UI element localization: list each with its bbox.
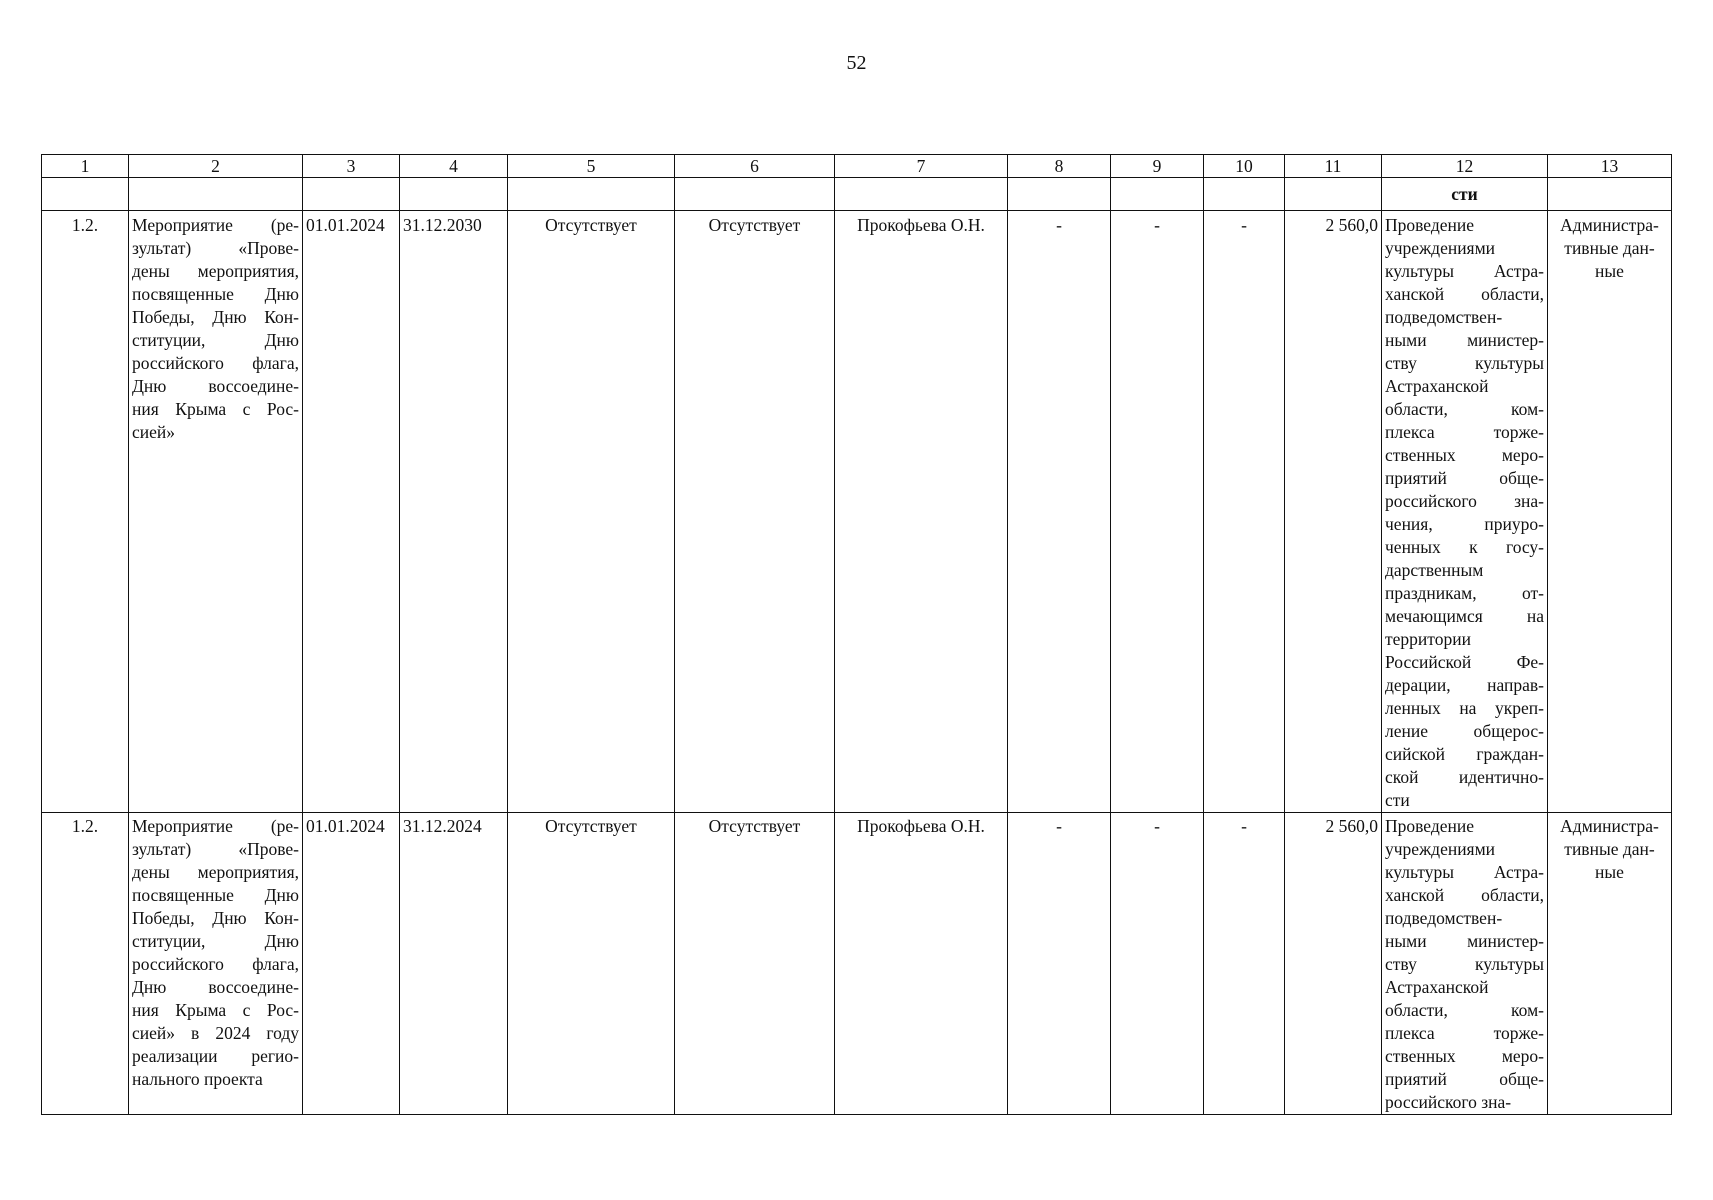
event-name-line: Победы, Дню Кон-	[132, 908, 299, 928]
description-line: ными министер-	[1385, 931, 1544, 951]
data-source-line: Администра-	[1560, 215, 1659, 235]
table-cell	[129, 178, 303, 211]
event-name-line: российского флага,	[132, 353, 299, 373]
description-line: Проведение	[1385, 816, 1475, 836]
description-line: ственных меро-	[1385, 445, 1544, 465]
col9-value: -	[1111, 211, 1204, 813]
description-line: Астраханской	[1385, 977, 1489, 997]
column-header: 13	[1548, 155, 1672, 178]
event-name-line: ния Крыма с Рос-	[132, 1000, 299, 1020]
data-source-line: тивные дан-	[1564, 839, 1655, 859]
responsible-person: Прокофьева О.Н.	[835, 813, 1008, 1115]
event-name-line: Мероприятие (ре-	[132, 215, 299, 235]
event-name-line: дены мероприятия,	[132, 261, 299, 281]
description-line: ными министер-	[1385, 330, 1544, 350]
description-line: ству культуры	[1385, 353, 1544, 373]
col5-value: Отсутствует	[508, 211, 675, 813]
event-name	[129, 813, 303, 1115]
event-name-line: российского флага,	[132, 954, 299, 974]
description-line: подведомствен-	[1385, 908, 1503, 928]
event-name-line: дены мероприятия,	[132, 862, 299, 882]
column-header: 5	[508, 155, 675, 178]
description-line: Проведение	[1385, 215, 1475, 235]
table-cell	[303, 178, 400, 211]
column-header: 6	[675, 155, 835, 178]
event-name-line: ституции, Дню	[132, 330, 299, 350]
table-cell	[675, 178, 835, 211]
event-name-line: ния Крыма с Рос-	[132, 399, 299, 419]
description-line: области, ком-	[1385, 399, 1544, 419]
event-name-line: Мероприятие (ре-	[132, 816, 299, 836]
col8-value: -	[1008, 813, 1111, 1115]
description-line: подведомствен-	[1385, 307, 1503, 327]
column-header: 1	[42, 155, 129, 178]
description-line: культуры Астра-	[1385, 862, 1544, 882]
column-header: 10	[1204, 155, 1285, 178]
description-line: мечающимся на	[1385, 606, 1544, 626]
description-line: ление общерос-	[1385, 721, 1544, 741]
description-line: ственных меро-	[1385, 1046, 1544, 1066]
table-row	[42, 211, 1672, 813]
plan-table	[41, 154, 1672, 1115]
description-line: учреждениями	[1385, 238, 1496, 258]
description-line: сти	[1385, 790, 1410, 810]
description-line: области, ком-	[1385, 1000, 1544, 1020]
event-name-line: зультат) «Прове-	[132, 238, 299, 258]
start-date: 01.01.2024	[303, 211, 400, 813]
table-row	[42, 813, 1672, 1115]
table-cell	[835, 178, 1008, 211]
description-line: ской идентично-	[1385, 767, 1544, 787]
description-line: ченных к госу-	[1385, 537, 1544, 557]
event-name-line: посвященные Дню	[132, 284, 299, 304]
event-name-line: реализации регио-	[132, 1046, 299, 1066]
col9-value: -	[1111, 813, 1204, 1115]
data-source-line: ные	[1595, 862, 1624, 882]
event-name-line: зультат) «Прове-	[132, 839, 299, 859]
description-line: учреждениями	[1385, 839, 1496, 859]
page-number: 52	[846, 52, 867, 74]
col10-value: -	[1204, 211, 1285, 813]
event-name-line: Победы, Дню Кон-	[132, 307, 299, 327]
description-line: российского зна-	[1385, 1092, 1512, 1112]
end-date: 31.12.2030	[400, 211, 508, 813]
column-header: 11	[1285, 155, 1382, 178]
event-name-line: посвященные Дню	[132, 885, 299, 905]
col10-value: -	[1204, 813, 1285, 1115]
header-row	[42, 155, 1672, 178]
table-cell	[400, 178, 508, 211]
data-source-line: Администра-	[1560, 816, 1659, 836]
description-line: дарственным	[1385, 560, 1484, 580]
continuation-row	[42, 178, 1672, 211]
event-name-line: Дню воссоедине-	[132, 376, 299, 396]
description	[1382, 813, 1548, 1115]
column-header: 4	[400, 155, 508, 178]
description-line: плекса торже-	[1385, 1023, 1544, 1043]
description-line: чения, приуро-	[1385, 514, 1544, 534]
row-number: 1.2.	[42, 211, 129, 813]
description-line: Российской Фе-	[1385, 652, 1544, 672]
table-cell	[508, 178, 675, 211]
table-cell	[1111, 178, 1204, 211]
data-source	[1548, 813, 1672, 1115]
data-source-line: тивные дан-	[1564, 238, 1655, 258]
col6-value: Отсутствует	[675, 813, 835, 1115]
table-cell	[1548, 178, 1672, 211]
table-cell	[42, 178, 129, 211]
event-name-line: сией»	[132, 422, 176, 442]
event-name-line: ституции, Дню	[132, 931, 299, 951]
event-name	[129, 211, 303, 813]
description-line: территории	[1385, 629, 1471, 649]
event-name-line: Дню воссоедине-	[132, 977, 299, 997]
col8-value: -	[1008, 211, 1111, 813]
column-header: 7	[835, 155, 1008, 178]
description-line: сийской граждан-	[1385, 744, 1544, 764]
column-header: 2	[129, 155, 303, 178]
end-date: 31.12.2024	[400, 813, 508, 1115]
description	[1382, 211, 1548, 813]
table-cell	[1204, 178, 1285, 211]
description-line: приятий обще-	[1385, 1069, 1544, 1089]
responsible-person: Прокофьева О.Н.	[835, 211, 1008, 813]
description-line: ленных на укреп-	[1385, 698, 1544, 718]
row-number: 1.2.	[42, 813, 129, 1115]
column-header: 8	[1008, 155, 1111, 178]
data-source-line: ные	[1595, 261, 1624, 281]
description-line: ханской области,	[1385, 284, 1544, 304]
description-line: праздникам, от-	[1385, 583, 1544, 603]
event-name-line: сией» в 2024 году	[132, 1023, 299, 1043]
description-line: российского зна-	[1385, 491, 1544, 511]
description-line: культуры Астра-	[1385, 261, 1544, 281]
column-header: 3	[303, 155, 400, 178]
column-header: 12	[1382, 155, 1548, 178]
description-line: приятий обще-	[1385, 468, 1544, 488]
description-line: ству культуры	[1385, 954, 1544, 974]
start-date: 01.01.2024	[303, 813, 400, 1115]
event-name-line: нального проекта	[132, 1069, 263, 1089]
table-cell	[1285, 178, 1382, 211]
col6-value: Отсутствует	[675, 211, 835, 813]
data-source	[1548, 211, 1672, 813]
col5-value: Отсутствует	[508, 813, 675, 1115]
description-line: Астраханской	[1385, 376, 1489, 396]
description-line: плекса торже-	[1385, 422, 1544, 442]
description-line: ханской области,	[1385, 885, 1544, 905]
continuation-text: сти	[1382, 178, 1548, 211]
description-line: дерации, направ-	[1385, 675, 1544, 695]
column-header: 9	[1111, 155, 1204, 178]
table-cell	[1008, 178, 1111, 211]
amount-value: 2 560,0	[1285, 211, 1382, 813]
amount-value: 2 560,0	[1285, 813, 1382, 1115]
